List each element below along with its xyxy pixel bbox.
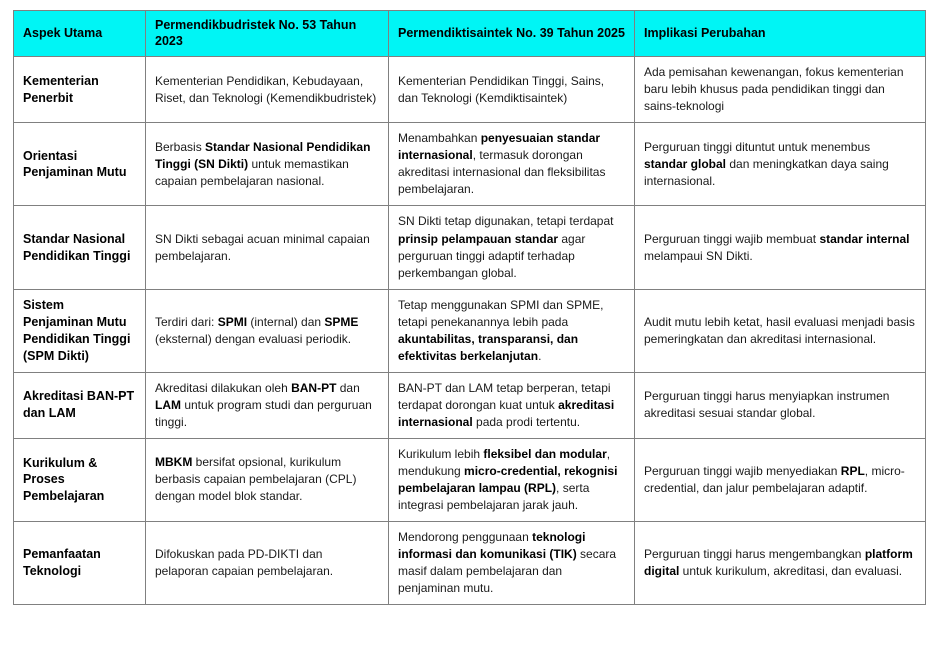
column-header-aspek-utama: Aspek Utama xyxy=(14,11,146,57)
cell-permendiktisaintek-39-2025 xyxy=(389,372,635,438)
cell-permendikbudristek-53-2023 xyxy=(146,57,389,123)
text-plain: Mendorong penggunaan xyxy=(398,529,533,544)
table-row xyxy=(14,521,926,604)
column-header-implikasi-perubahan: Implikasi Perubahan xyxy=(635,11,926,57)
cell-permendiktisaintek-39-2025 xyxy=(389,123,635,206)
cell-permendikbudristek-53-2023 xyxy=(146,289,389,372)
text-emphasis: akuntabilitas, transparansi, dan efektivitas berkelanjutan xyxy=(398,331,579,363)
text-emphasis: MBKM xyxy=(155,455,193,470)
text-plain: untuk kurikulum, akreditasi, dan evaluasi. xyxy=(679,564,903,578)
column-header-permendikbudristek-53-2023: Permendikbudristek No. 53 Tahun 2023 xyxy=(146,11,389,57)
text-plain: pada prodi tertentu. xyxy=(472,414,581,429)
text-plain: bersifat opsional, kurikulum berbasis capaian pembelajaran (CPL) dengan model blok standar. xyxy=(155,455,357,504)
cell-implikasi-perubahan xyxy=(635,123,926,206)
text-plain: BAN-PT dan LAM tetap berperan, tetapi terdapat dorongan kuat untuk xyxy=(398,380,611,412)
cell-aspek-utama: Kementerian Penerbit xyxy=(14,57,146,123)
text-emphasis: akreditasi internasional xyxy=(398,397,615,429)
text-plain: Kementerian Pendidikan Tinggi, Sains, dan Teknologi (Kemdiktisaintek) xyxy=(398,73,605,105)
cell-implikasi-perubahan xyxy=(635,206,926,289)
text-emphasis: Standar Nasional Pendidikan Tinggi (SN Dikti) xyxy=(155,139,371,171)
cell-implikasi-perubahan xyxy=(635,521,926,604)
text-plain: secara masif dalam pembelajaran dan penjaminan mutu. xyxy=(398,546,617,596)
cell-implikasi-perubahan xyxy=(635,438,926,521)
text-emphasis: BAN-PT xyxy=(291,380,337,395)
text-emphasis: fleksibel dan modular xyxy=(483,446,607,461)
cell-aspek-utama: Akreditasi BAN-PT dan LAM xyxy=(14,372,146,438)
text-plain: Perguruan tinggi wajib menyediakan xyxy=(644,463,841,478)
text-emphasis: SPMI xyxy=(217,314,248,329)
table-header xyxy=(14,11,926,57)
table-row xyxy=(14,206,926,289)
text-plain: Tetap menggunakan SPMI dan SPME, tetapi penekanannya lebih pada xyxy=(398,297,604,329)
text-plain: Kurikulum lebih xyxy=(398,446,484,461)
table-row xyxy=(14,57,926,123)
text-plain: Terdiri dari: xyxy=(155,314,218,329)
text-plain: Ada pemisahan kewenangan, fokus kementerian baru lebih khusus pada pendidikan tinggi dan sains-teknologi xyxy=(644,65,904,114)
cell-implikasi-perubahan xyxy=(635,372,926,438)
text-plain: , termasuk dorongan akreditasi internasional dan fleksibilitas pembelajaran. xyxy=(398,148,606,197)
cell-aspek-utama: Orientasi Penjaminan Mutu xyxy=(14,123,146,206)
text-plain: . xyxy=(538,348,542,363)
text-plain: Perguruan tinggi harus mengembangkan xyxy=(644,546,865,561)
cell-permendikbudristek-53-2023 xyxy=(146,521,389,604)
text-plain: , serta integrasi pembelajaran jarak jauh. xyxy=(398,480,590,512)
text-emphasis: SPME xyxy=(324,314,359,329)
text-emphasis: penyesuaian standar internasional xyxy=(398,131,601,163)
table-row xyxy=(14,123,926,206)
cell-permendiktisaintek-39-2025 xyxy=(389,438,635,521)
text-plain: melampaui SN Dikti. xyxy=(644,248,753,263)
cell-permendikbudristek-53-2023 xyxy=(146,438,389,521)
cell-implikasi-perubahan xyxy=(635,289,926,372)
cell-permendiktisaintek-39-2025 xyxy=(389,57,635,123)
text-plain: dan meningkatkan daya saing internasional. xyxy=(644,156,889,188)
text-emphasis: prinsip pelampauan standar xyxy=(398,231,559,246)
text-plain: Audit mutu lebih ketat, hasil evaluasi menjadi basis pemeringkatan dan akreditasi internasional. xyxy=(644,314,915,346)
table-body xyxy=(14,57,926,605)
cell-permendiktisaintek-39-2025 xyxy=(389,521,635,604)
cell-permendikbudristek-53-2023 xyxy=(146,206,389,289)
text-plain: SN Dikti tetap digunakan, tetapi terdapat xyxy=(398,214,614,229)
text-plain: Menambahkan xyxy=(398,131,481,146)
text-emphasis: standar internal xyxy=(819,231,910,246)
text-plain: Perguruan tinggi wajib membuat xyxy=(644,231,820,246)
text-plain: (internal) dan xyxy=(247,314,325,329)
text-plain: Difokuskan pada PD-DIKTI dan pelaporan capaian pembelajaran. xyxy=(155,546,334,578)
text-emphasis: LAM xyxy=(155,397,181,412)
cell-permendikbudristek-53-2023 xyxy=(146,123,389,206)
text-plain: Kementerian Pendidikan, Kebudayaan, Riset, dan Teknologi (Kemendikbudristek) xyxy=(155,73,377,105)
text-plain: untuk memastikan capaian pembelajaran nasional. xyxy=(155,156,349,188)
text-plain: dan xyxy=(336,380,360,395)
text-plain: agar perguruan tinggi adaptif terhadap perkembangan global. xyxy=(398,231,586,280)
cell-aspek-utama: Sistem Penjaminan Mutu Pendidikan Tinggi (SPM Dikti) xyxy=(14,289,146,372)
text-emphasis: standar global xyxy=(644,156,727,171)
table-row xyxy=(14,438,926,521)
text-emphasis: teknologi informasi dan komunikasi (TIK) xyxy=(398,529,586,561)
cell-aspek-utama: Kurikulum & Proses Pembelajaran xyxy=(14,438,146,521)
text-emphasis: micro-credential, rekognisi pembelajaran lampau (RPL) xyxy=(398,463,618,495)
text-plain: , micro-credential, dan jalur pembelajaran adaptif. xyxy=(644,463,905,495)
text-plain: Akreditasi dilakukan oleh xyxy=(155,380,292,395)
text-plain: Berbasis xyxy=(155,139,206,154)
cell-permendiktisaintek-39-2025 xyxy=(389,289,635,372)
cell-aspek-utama: Standar Nasional Pendidikan Tinggi xyxy=(14,206,146,289)
text-emphasis: platform digital xyxy=(644,546,913,578)
text-plain: Perguruan tinggi harus menyiapkan instrumen akreditasi sesuai standar global. xyxy=(644,389,890,421)
regulation-comparison-table xyxy=(13,10,926,605)
comparison-table-container xyxy=(13,10,925,605)
text-plain: SN Dikti sebagai acuan minimal capaian pembelajaran. xyxy=(155,231,370,263)
text-plain: (eksternal) dengan evaluasi periodik. xyxy=(155,331,352,346)
text-plain: , mendukung xyxy=(398,446,611,478)
table-row xyxy=(14,372,926,438)
cell-aspek-utama: Pemanfaatan Teknologi xyxy=(14,521,146,604)
text-plain: untuk program studi dan perguruan tinggi. xyxy=(155,397,372,429)
table-header-row xyxy=(14,11,926,57)
cell-permendikbudristek-53-2023 xyxy=(146,372,389,438)
table-row xyxy=(14,289,926,372)
text-plain: Perguruan tinggi dituntut untuk menembus xyxy=(644,139,871,154)
column-header-permendiktisaintek-39-2025: Permendiktisaintek No. 39 Tahun 2025 xyxy=(389,11,635,57)
cell-permendiktisaintek-39-2025 xyxy=(389,206,635,289)
text-emphasis: RPL xyxy=(840,463,865,478)
cell-implikasi-perubahan xyxy=(635,57,926,123)
